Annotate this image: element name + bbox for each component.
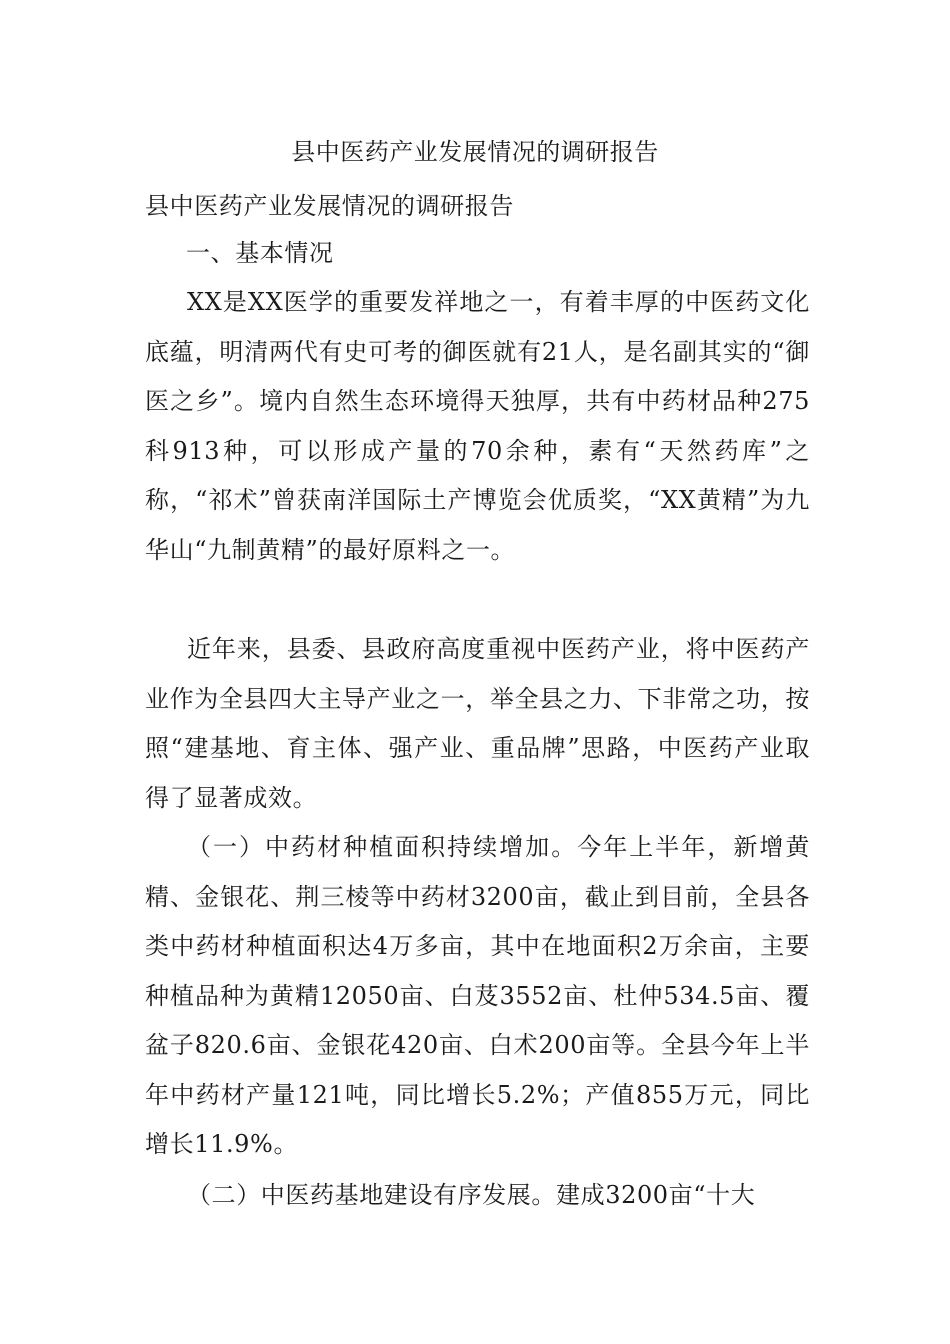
paragraph-3: （一）中药材种植面积持续增加。今年上半年，新增黄精、金银花、荆三棱等中药材3200亩，截止到目前，全县各类中药材种植面积达4万多亩，其中在地面积2万余亩，主要种植品种为黄精12050亩、白芨3552亩、杜仲534.5亩、覆盆子820.6亩、金银花420亩、白术200亩等。全县今年上半年中药材产量121吨，同比增长5.2%；产值855万元，同比增长11.9%。: [145, 833, 810, 1158]
section-heading: 一、基本情况: [186, 239, 334, 267]
paragraph-2: 近年来，县委、县政府高度重视中医药产业，将中医药产业作为全县四大主导产业之一，举全县之力、下非常之功，按照“建基地、育主体、强产业、重品牌”思路，中医药产业取得了显著成效。: [145, 635, 810, 812]
paragraph-4: （二）中医药基地建设有序发展。建成3200亩“十大: [187, 1181, 756, 1209]
paragraph-1: XX是XX医学的重要发祥地之一，有着丰厚的中医药文化底蕴，明清两代有史可考的御医就有21人，是名副其实的“御医之乡”。境内自然生态环境得天独厚，共有中药材品种275科913种，可以形成产量的70余种，素有“天然药库”之称，“祁术”曾获南洋国际土产博览会优质奖，“XX黄精”为九华山“九制黄精”的最好原料之一。: [145, 288, 810, 564]
document-title: 县中医药产业发展情况的调研报告: [291, 138, 659, 166]
document-subtitle: 县中医药产业发展情况的调研报告: [145, 192, 514, 220]
